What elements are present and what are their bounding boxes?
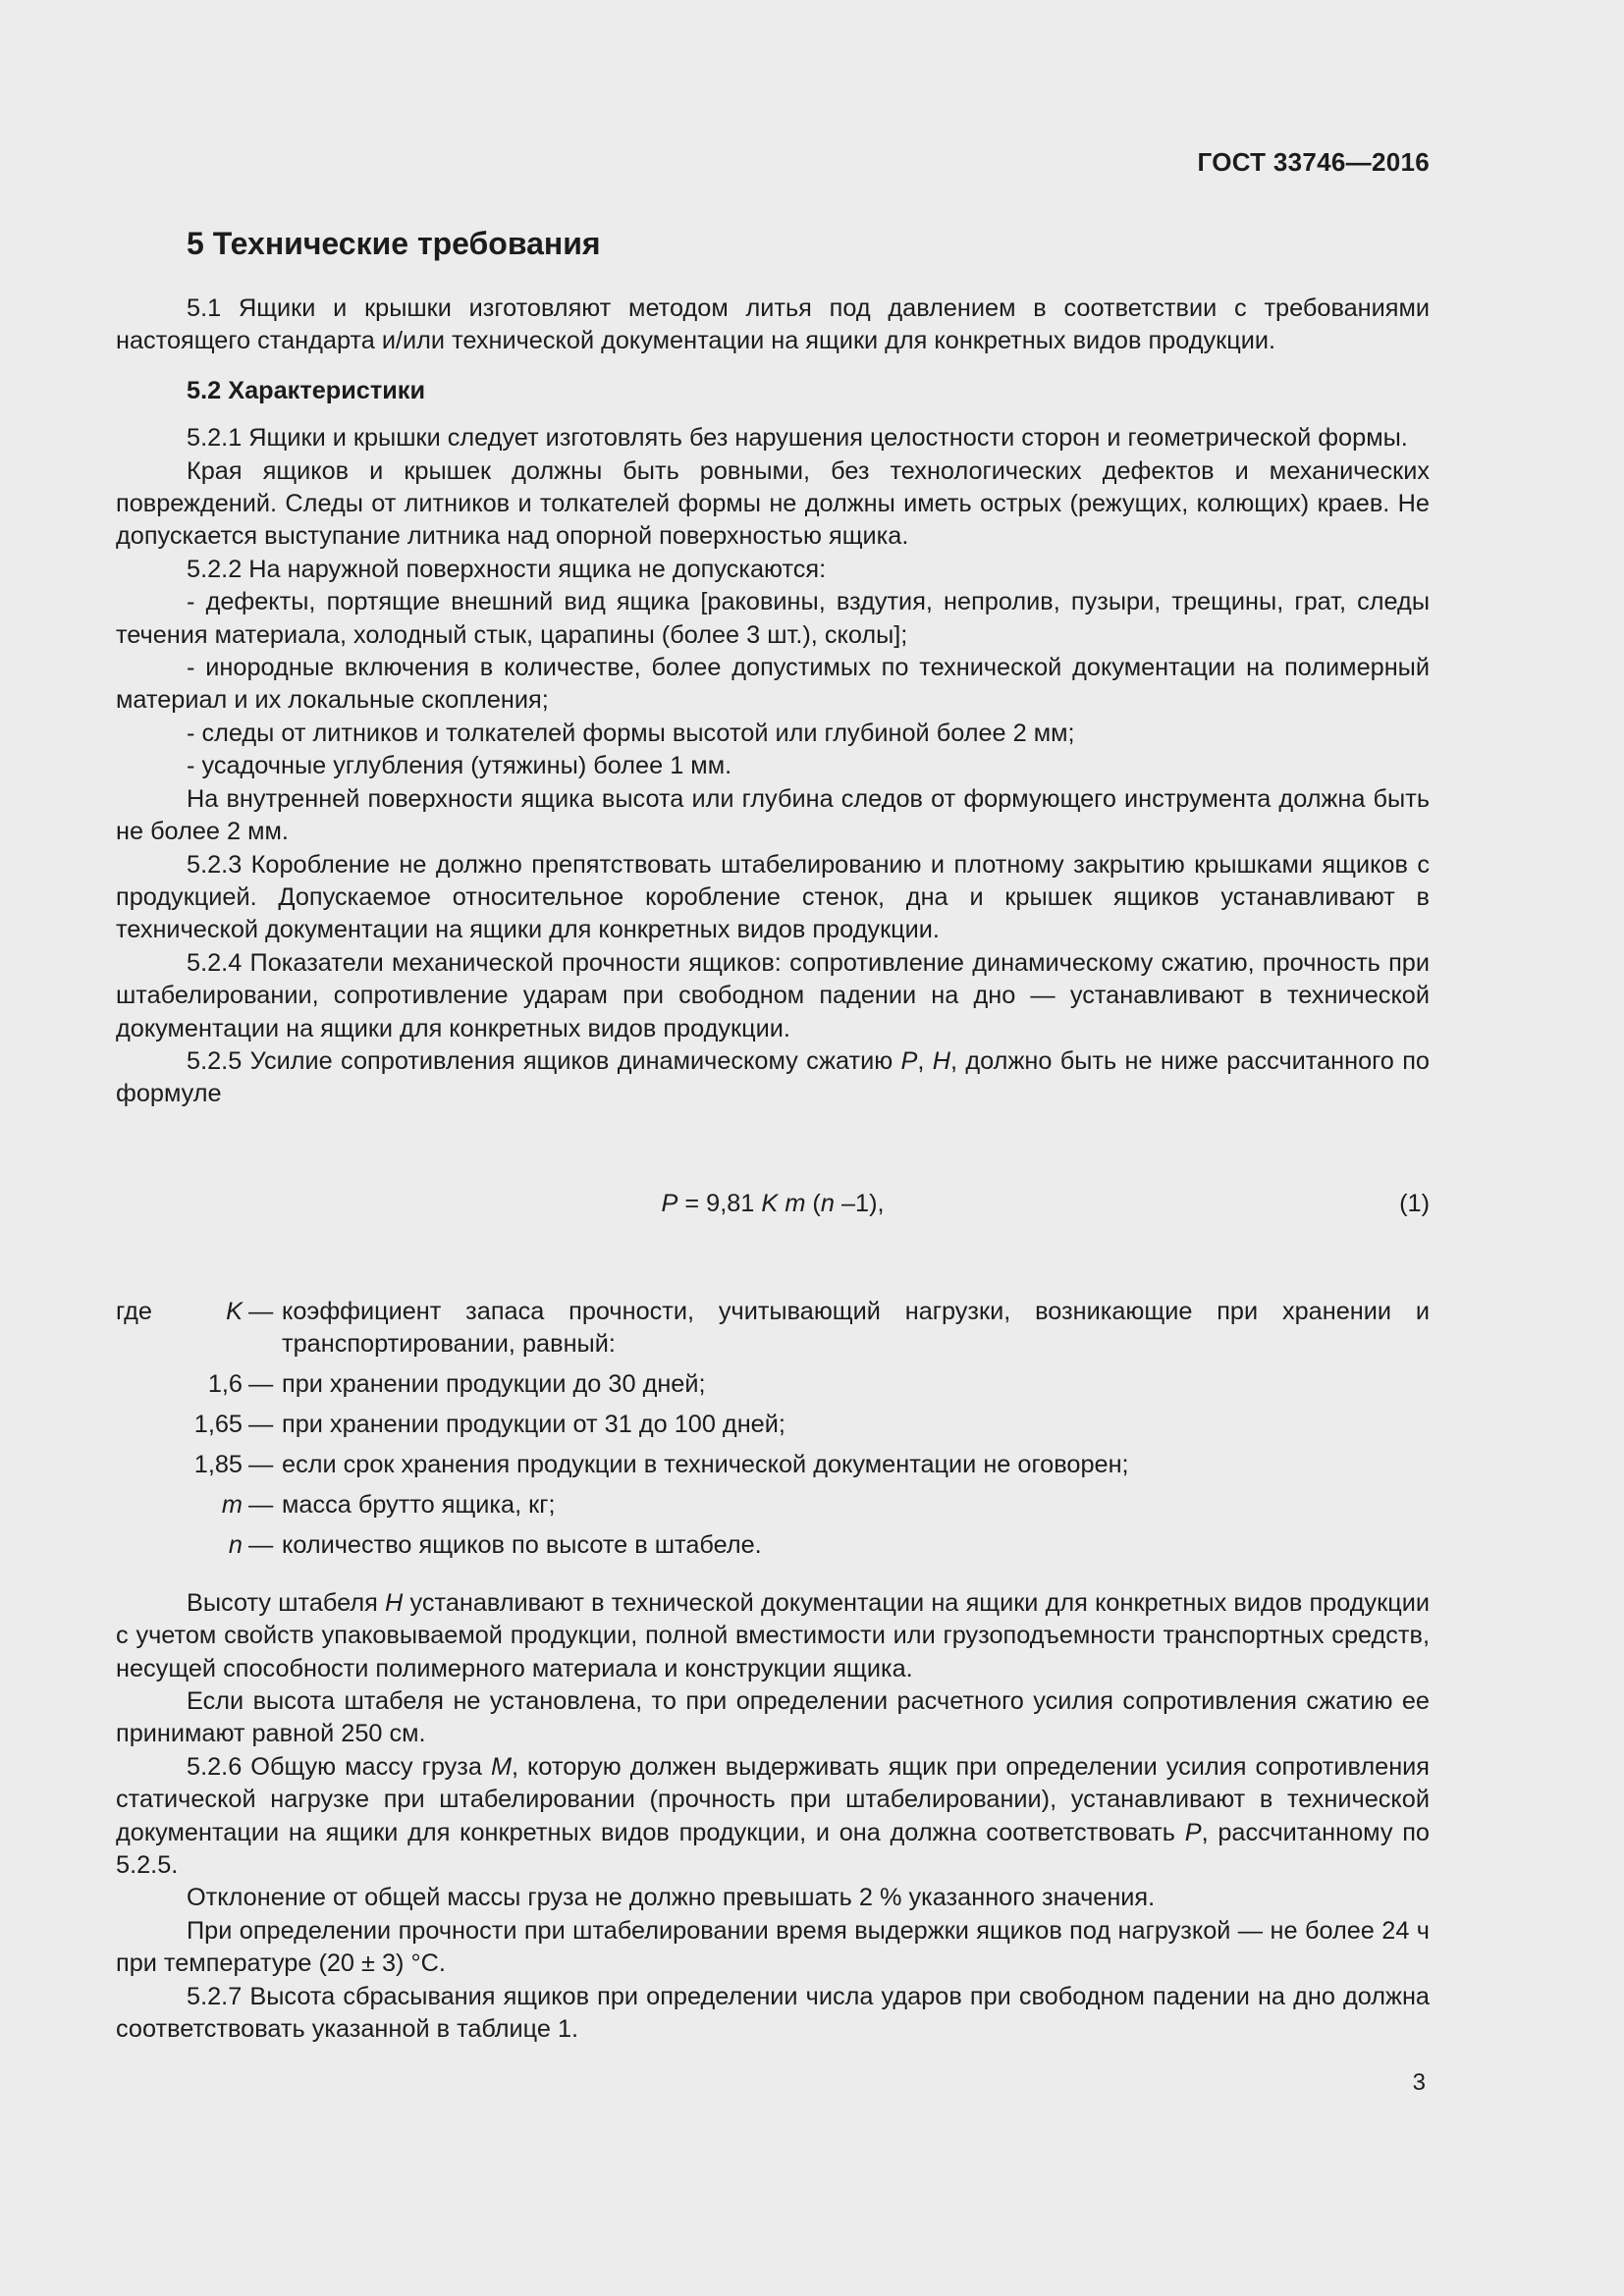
paragraph-5-2-3: 5.2.3 Коробление не должно препятствовать штабелированию и плотному закрытию крышками ящиков с продукцией. Допускаемое относительное коробление стенок, дна и крышек ящиков устанавливают в технической документации на ящики для конкретных видов продукции. [116,850,1430,944]
paragraph-5-2-5: 5.2.5 Усилие сопротивления ящиков динамическому сжатию P, Н, должно быть не ниже рассчитанного по формуле [116,1046,1430,1108]
formula-1 [116,1184,1430,1223]
bullet-item: - усадочные углубления (утяжины) более 1 мм. [187,752,732,780]
variable-p: P [900,1046,918,1075]
page-number: 3 [1412,2069,1426,2096]
subsection-title-5-2: 5.2 Характеристики [187,376,426,404]
section-title: 5 Технические требования [187,226,601,261]
legend-row: n — количество ящиков по высоте в штабеле. [228,1530,762,1559]
paragraph-5-1: 5.1 Ящики и крышки изготовляют методом литья под давлением в соответствии с требованиями настоящего стандарта и/или технической документации на ящики для конкретных видов продукции. [116,294,1430,355]
document-header: ГОСТ 33746—2016 [1197,147,1430,177]
paragraph-edges: Края ящиков и крышек должны быть ровными, без технологических дефектов и механических повреждений. Следы от литников и толкателей формы не должны иметь острых (режущих, колющих) краев. Не допускается выступание литника над опорной поверхностью ящика. [116,456,1430,551]
paragraph-deviation: Отклонение от общей массы груза не должно превышать 2 % указанного значения. [187,1884,1156,1912]
formula-number: (1) [1399,1189,1430,1217]
legend-row: 1,6 — при хранении продукции до 30 дней; [207,1369,706,1398]
bullet-item: - дефекты, портящие внешний вид ящика [раковины, вздутия, непролив, пузыри, трещины, грат, следы течения материала, холодный стык, царапины (более 3 шт.), сколы]; [116,588,1430,649]
paragraph-stack-height-default: Если высота штабеля не установлена, то при определении расчетного усилия сопротивления сжатию ее принимают равной 250 см. [116,1686,1430,1748]
formula-legend [116,1296,1430,1562]
variable-n-unit: Н [932,1046,951,1075]
page-body [116,224,1430,2046]
paragraph-stacking-time: При определении прочности при штабелировании время выдержки ящиков под нагрузкой — не более 24 ч при температуре (20 ± 3) °С. [116,1916,1430,1978]
paragraph-5-2-4: 5.2.4 Показатели механической прочности ящиков: сопротивление динамическому сжатию, прочность при штабелировании, сопротивление ударам при свободном падении на дно — устанавливают в технической документации на ящики для конкретных видов продукции. [116,948,1430,1042]
bullet-item: - следы от литников и толкателей формы высотой или глубиной более 2 мм; [187,719,1075,747]
legend-where: где [116,1297,152,1325]
legend-row: 1,65 — при хранении продукции от 31 до 100 дней; [193,1410,785,1438]
paragraph-5-2-1: 5.2.1 Ящики и крышки следует изготовлять без нарушения целостности сторон и геометрической формы. [187,424,1408,453]
bullet-item: - инородные включения в количестве, более допустимых по технической документации на полимерный материал и их локальные скопления; [116,654,1430,715]
formula-expression: P = 9,81 K m (n –1), [661,1189,885,1217]
paragraph-stack-height: Высоту штабеля Н устанавливают в технической документации на ящики для конкретных видов продукции с учетом свойств упаковываемой продукции, полной вместимости или грузоподъемности транспортных средств, несущей способности полимерного материала и конструкции ящика. [116,1588,1430,1682]
paragraph-5-2-2: 5.2.2 На наружной поверхности ящика не допускаются: [187,555,827,583]
legend-row: 1,85 — если срок хранения продукции в технической документации не оговорен; [193,1450,1129,1478]
paragraph-inner-surface: На внутренней поверхности ящика высота или глубина следов от формующего инструмента должна быть не более 2 мм. [116,784,1430,846]
paragraph-5-2-7: 5.2.7 Высота сбрасывания ящиков при определении числа ударов при свободном падении на дно должна соответствовать указанной в таблице 1. [116,1982,1430,2044]
legend-row: m — масса брутто ящика, кг; [221,1490,556,1519]
paragraph-5-2-6: 5.2.6 Общую массу груза М, которую должен выдерживать ящик при определении усилия сопротивления статической нагрузке при штабелировании (прочность при штабелировании), устанавливают в технической документации на ящики для конкретных видов продукции, и она должна соответствовать Р, рассчитанному по 5.2.5. [116,1752,1431,1879]
legend-row: где K — коэффициент запаса прочности, учитывающий нагрузки, возникающие при хранении и транспортировании, равный: [116,1296,1430,1361]
